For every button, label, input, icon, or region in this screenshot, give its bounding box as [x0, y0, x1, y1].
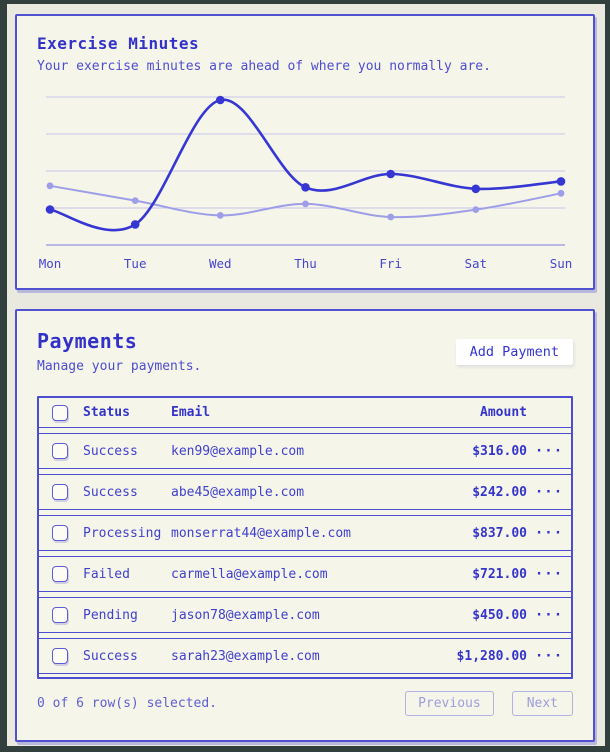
row-actions-button[interactable]: [535, 648, 563, 664]
x-tick-label: Thu: [294, 256, 317, 271]
row-email: abe45@example.com: [171, 484, 305, 500]
data-point-average: [47, 182, 54, 189]
row-checkbox[interactable]: [52, 525, 68, 541]
x-tick-label: Mon: [38, 256, 62, 271]
header-amount: Amount: [480, 405, 527, 420]
row-amount: $1,280.00: [456, 648, 527, 664]
ellipsis-icon: ···: [534, 566, 564, 582]
row-email: sarah23@example.com: [171, 648, 320, 664]
payments-heading-block: [37, 329, 201, 374]
select-all-checkbox[interactable]: [52, 405, 68, 421]
data-point-today: [557, 177, 566, 186]
row-email: carmella@example.com: [171, 566, 328, 582]
row-status: Success: [83, 484, 138, 500]
row-actions-cell: [527, 484, 571, 500]
payments-table-body: [39, 433, 571, 674]
table-row[interactable]: [39, 474, 571, 510]
data-point-average: [558, 190, 565, 197]
row-status: Processing: [83, 525, 162, 541]
table-row[interactable]: [39, 556, 571, 592]
row-status: Pending: [83, 607, 138, 623]
row-checkbox-cell: [39, 484, 83, 500]
data-point-today: [386, 170, 395, 179]
row-actions-button[interactable]: [535, 566, 563, 582]
data-point-average: [132, 197, 139, 204]
table-row[interactable]: [39, 515, 571, 551]
row-checkbox-cell: [39, 648, 83, 664]
row-actions-button[interactable]: [535, 484, 563, 500]
payments-card-subtitle: Manage your payments.: [37, 359, 202, 374]
ellipsis-icon: ···: [534, 648, 564, 664]
row-amount: $721.00: [472, 566, 527, 582]
previous-page-button[interactable]: Previous: [405, 691, 494, 716]
row-status: Failed: [83, 566, 130, 582]
row-checkbox-cell: [39, 566, 83, 582]
header-checkbox-cell: [39, 405, 83, 421]
payments-table-header-row: [39, 398, 571, 428]
x-tick-label: Fri: [379, 256, 402, 271]
page-background: [7, 4, 605, 746]
row-amount: $316.00: [472, 443, 527, 459]
row-status: Success: [83, 648, 138, 664]
data-point-today: [216, 96, 225, 105]
ellipsis-icon: ···: [534, 525, 564, 541]
x-tick-label: Sun: [549, 256, 573, 271]
data-point-average: [302, 201, 309, 208]
row-amount: $450.00: [472, 607, 527, 623]
data-point-today: [301, 183, 310, 192]
row-amount: $837.00: [472, 525, 527, 541]
payments-card-title: Payments: [37, 329, 138, 353]
pagination-controls: [405, 691, 573, 716]
row-amount: $242.00: [472, 484, 527, 500]
row-checkbox[interactable]: [52, 607, 68, 623]
payments-card-header: [37, 329, 573, 374]
row-actions-button[interactable]: [535, 443, 563, 459]
exercise-minutes-card: [15, 14, 595, 290]
table-row[interactable]: [39, 597, 571, 633]
row-actions-cell: [527, 443, 571, 459]
data-point-today: [46, 205, 55, 214]
next-page-button[interactable]: Next: [512, 691, 573, 716]
data-point-average: [387, 214, 394, 221]
row-email: ken99@example.com: [171, 443, 305, 459]
row-checkbox-cell: [39, 443, 83, 459]
header-status: Status: [83, 405, 130, 420]
row-actions-button[interactable]: [535, 607, 563, 623]
ellipsis-icon: ···: [534, 484, 564, 500]
data-point-average: [217, 212, 224, 219]
data-point-today: [131, 220, 140, 229]
ellipsis-icon: ···: [534, 607, 564, 623]
row-checkbox[interactable]: [52, 484, 68, 500]
ellipsis-icon: ···: [534, 443, 564, 459]
row-checkbox-cell: [39, 525, 83, 541]
x-tick-label: Sat: [464, 256, 488, 271]
series-line-today: [50, 100, 561, 231]
row-checkbox-cell: [39, 607, 83, 623]
data-point-average: [472, 206, 479, 213]
rows-selected-text: 0 of 6 row(s) selected.: [37, 696, 218, 711]
add-payment-button[interactable]: Add Payment: [456, 339, 573, 365]
exercise-card-title: Exercise Minutes: [37, 34, 200, 53]
row-checkbox[interactable]: [52, 566, 68, 582]
table-row[interactable]: [39, 433, 571, 469]
exercise-chart: [37, 87, 573, 275]
exercise-card-subtitle: Your exercise minutes are ahead of where you normally are.: [37, 59, 491, 74]
data-point-today: [472, 185, 481, 194]
row-checkbox[interactable]: [52, 443, 68, 459]
table-row[interactable]: [39, 638, 571, 674]
payments-card: [15, 309, 595, 742]
header-email: Email: [171, 405, 211, 420]
row-email: monserrat44@example.com: [171, 525, 352, 541]
row-actions-cell: [527, 648, 571, 664]
x-tick-label: Wed: [209, 256, 232, 271]
row-email: jason78@example.com: [171, 607, 320, 623]
payments-table-footer: [37, 691, 573, 716]
row-actions-cell: [527, 566, 571, 582]
exercise-chart-container: [37, 87, 573, 275]
row-actions-button[interactable]: [535, 525, 563, 541]
x-tick-label: Tue: [123, 256, 147, 271]
row-actions-cell: [527, 607, 571, 623]
payments-table: [37, 396, 573, 679]
row-status: Success: [83, 443, 138, 459]
row-checkbox[interactable]: [52, 648, 68, 664]
row-actions-cell: [527, 525, 571, 541]
